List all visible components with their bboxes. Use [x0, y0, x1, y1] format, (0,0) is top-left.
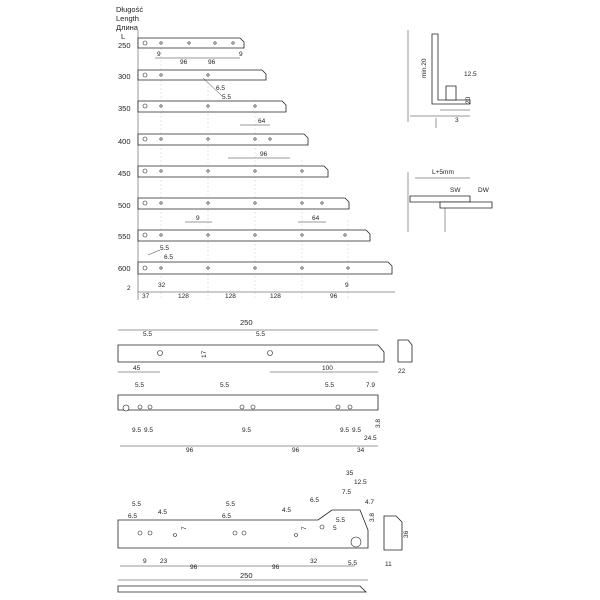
- svg-text:9.5: 9.5: [340, 427, 350, 434]
- svg-text:32: 32: [158, 282, 166, 289]
- svg-text:5.5: 5.5: [256, 331, 266, 338]
- svg-text:17: 17: [201, 350, 208, 358]
- svg-text:5.5: 5.5: [143, 331, 153, 338]
- svg-text:128: 128: [270, 293, 281, 300]
- svg-text:5.5: 5.5: [222, 94, 232, 101]
- svg-text:2: 2: [127, 285, 131, 292]
- svg-text:250: 250: [240, 571, 253, 580]
- svg-text:3.8: 3.8: [369, 512, 376, 522]
- svg-text:128: 128: [178, 293, 189, 300]
- svg-text:96: 96: [330, 293, 338, 300]
- svg-text:5.5: 5.5: [220, 382, 230, 389]
- length-label: 300: [118, 72, 131, 81]
- rail-300: [118, 70, 266, 101]
- rail-250: [118, 38, 244, 66]
- svg-text:5.5: 5.5: [348, 560, 358, 567]
- svg-text:96: 96: [180, 59, 188, 66]
- svg-text:9: 9: [157, 51, 161, 58]
- svg-text:96: 96: [292, 447, 300, 454]
- svg-text:5: 5: [333, 525, 337, 532]
- rail-400: [118, 134, 308, 158]
- svg-text:37: 37: [142, 293, 150, 300]
- svg-text:22: 22: [398, 368, 406, 375]
- length-label: 600: [118, 264, 131, 273]
- header-line3: Длина: [116, 23, 138, 32]
- svg-text:6.5: 6.5: [164, 254, 174, 261]
- rail-350: [118, 101, 286, 125]
- section-view-top: [408, 30, 477, 128]
- drawer-rail-side: [118, 318, 412, 375]
- svg-text:6.5: 6.5: [216, 85, 226, 92]
- length-label: 350: [118, 104, 131, 113]
- svg-text:4.5: 4.5: [158, 509, 168, 516]
- svg-text:23: 23: [160, 558, 168, 565]
- svg-text:3: 3: [455, 117, 459, 124]
- svg-text:4.5: 4.5: [282, 507, 292, 514]
- svg-text:11: 11: [385, 561, 392, 568]
- svg-text:34: 34: [357, 447, 365, 454]
- header-line1: Długość: [116, 5, 144, 14]
- length-label: 500: [118, 201, 131, 210]
- svg-text:20: 20: [465, 96, 472, 104]
- svg-text:96: 96: [272, 564, 280, 571]
- svg-text:7.9: 7.9: [366, 382, 376, 389]
- svg-text:12.5: 12.5: [464, 71, 477, 78]
- svg-text:100: 100: [322, 365, 333, 372]
- svg-text:9: 9: [345, 282, 349, 289]
- svg-text:32: 32: [310, 558, 318, 565]
- svg-text:96: 96: [190, 564, 198, 571]
- header-line2: Length: [116, 14, 139, 23]
- svg-text:96: 96: [186, 447, 194, 454]
- svg-text:4.7: 4.7: [365, 499, 375, 506]
- svg-text:35: 35: [346, 470, 354, 477]
- length-label: 550: [118, 232, 131, 241]
- svg-text:5.5: 5.5: [132, 501, 142, 508]
- svg-text:5.5: 5.5: [226, 501, 236, 508]
- svg-text:64: 64: [312, 215, 320, 222]
- svg-text:128: 128: [225, 293, 236, 300]
- svg-text:12.5: 12.5: [354, 479, 367, 486]
- svg-text:250: 250: [240, 318, 253, 327]
- svg-text:9: 9: [196, 215, 200, 222]
- svg-text:6.5: 6.5: [222, 513, 232, 520]
- rail-550: [118, 230, 370, 241]
- rail-450: [118, 166, 328, 178]
- length-label: 250: [118, 41, 131, 50]
- cabinet-rail: [118, 470, 410, 592]
- rail-set-dimensions: [127, 282, 395, 300]
- svg-text:5.5: 5.5: [336, 517, 346, 524]
- svg-text:9.5: 9.5: [144, 427, 154, 434]
- svg-text:SW: SW: [450, 187, 461, 194]
- rail-500: [118, 198, 349, 222]
- svg-text:7.5: 7.5: [342, 489, 352, 496]
- drawer-rail-bottom: [118, 382, 382, 454]
- svg-text:9.5: 9.5: [242, 427, 252, 434]
- svg-text:DW: DW: [478, 187, 489, 194]
- svg-text:9.5: 9.5: [132, 427, 142, 434]
- header-line4: L: [121, 32, 126, 41]
- svg-text:5.5: 5.5: [325, 382, 335, 389]
- svg-text:6.5: 6.5: [128, 513, 138, 520]
- svg-text:24.5: 24.5: [364, 435, 377, 442]
- svg-text:96: 96: [208, 59, 216, 66]
- svg-text:9: 9: [239, 51, 243, 58]
- svg-text:3.8: 3.8: [375, 418, 382, 428]
- length-label: 450: [118, 169, 131, 178]
- svg-text:9.5: 9.5: [352, 427, 362, 434]
- svg-text:7: 7: [301, 526, 308, 530]
- svg-text:5.5: 5.5: [135, 382, 145, 389]
- svg-text:6.5: 6.5: [310, 497, 320, 504]
- svg-text:64: 64: [258, 118, 266, 125]
- svg-text:L+5mm: L+5mm: [432, 169, 454, 176]
- svg-text:36: 36: [403, 530, 410, 538]
- svg-text:7: 7: [181, 526, 188, 530]
- svg-text:5.5: 5.5: [160, 245, 170, 252]
- length-header: [116, 5, 143, 41]
- section-view-mid: [408, 169, 492, 232]
- svg-text:45: 45: [133, 365, 141, 372]
- svg-text:min.20: min.20: [421, 58, 428, 78]
- length-label: 400: [118, 137, 131, 146]
- svg-text:9: 9: [143, 558, 147, 565]
- svg-text:96: 96: [260, 151, 268, 158]
